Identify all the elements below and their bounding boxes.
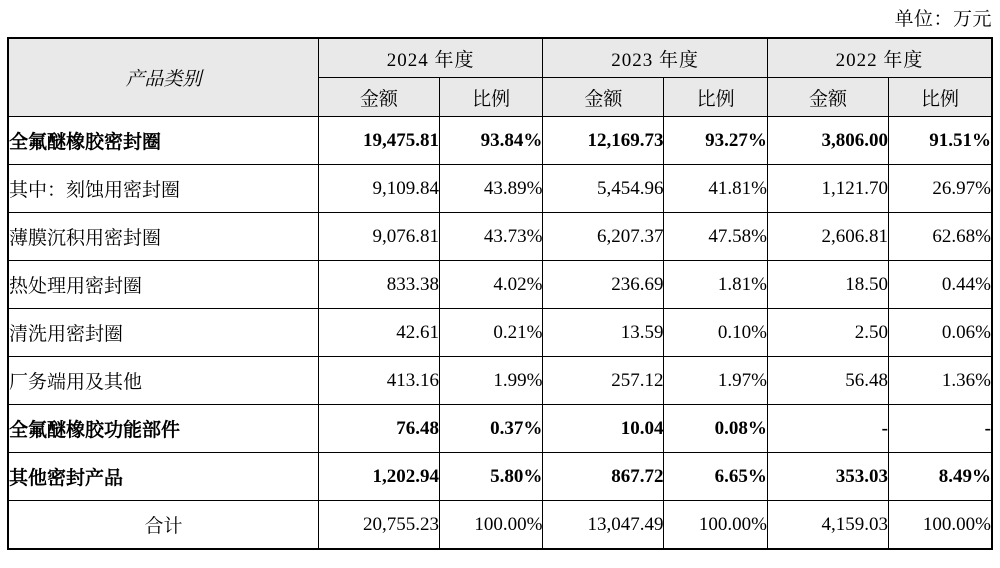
row-ratio: 0.08% — [664, 405, 767, 453]
row-amount: 1,202.94 — [318, 453, 439, 501]
row-label: 薄膜沉积用密封圈 — [8, 213, 318, 261]
header-category: 产品类别 — [8, 38, 318, 117]
row-amount: 9,109.84 — [318, 165, 439, 213]
row-amount: 2.50 — [767, 309, 888, 357]
row-ratio: - — [888, 405, 992, 453]
row-amount: 10.04 — [543, 405, 664, 453]
row-amount: 42.61 — [318, 309, 439, 357]
header-ratio-2022: 比例 — [888, 78, 992, 117]
row-label: 厂务端用及其他 — [8, 357, 318, 405]
row-ratio: 4.02% — [439, 261, 542, 309]
row-ratio: 0.21% — [439, 309, 542, 357]
unit-note: 单位：万元 — [894, 9, 992, 30]
header-ratio-2023: 比例 — [664, 78, 767, 117]
row-ratio: 8.49% — [888, 453, 992, 501]
row-label: 合计 — [8, 501, 318, 550]
row-amount: 353.03 — [767, 453, 888, 501]
row-label: 清洗用密封圈 — [8, 309, 318, 357]
header-amount-2024: 金额 — [318, 78, 439, 117]
row-amount: 13,047.49 — [543, 501, 664, 550]
header-amount-2023: 金额 — [543, 78, 664, 117]
table-row — [8, 357, 992, 405]
row-ratio: 62.68% — [888, 213, 992, 261]
row-ratio: 0.10% — [664, 309, 767, 357]
row-ratio: 1.97% — [664, 357, 767, 405]
row-ratio: 47.58% — [664, 213, 767, 261]
row-amount: 1,121.70 — [767, 165, 888, 213]
row-ratio: 93.27% — [664, 117, 767, 165]
table-row — [8, 453, 992, 501]
row-ratio: 100.00% — [664, 501, 767, 550]
header-year-2024-label: 2024 年度 — [386, 49, 475, 71]
row-ratio: 1.99% — [439, 357, 542, 405]
row-amount: - — [767, 405, 888, 453]
header-year-2023-label: 2023 年度 — [611, 49, 700, 71]
row-label: 全氟醚橡胶功能部件 — [8, 405, 318, 453]
row-amount: 867.72 — [543, 453, 664, 501]
row-label: 其中：刻蚀用密封圈 — [8, 165, 318, 213]
header-amount-2022: 金额 — [767, 78, 888, 117]
header-year-2022 — [767, 38, 992, 78]
row-label: 热处理用密封圈 — [8, 261, 318, 309]
row-ratio: 1.81% — [664, 261, 767, 309]
row-ratio: 100.00% — [439, 501, 542, 550]
row-ratio: 5.80% — [439, 453, 542, 501]
table-body — [8, 117, 992, 550]
row-ratio: 1.36% — [888, 357, 992, 405]
row-amount: 5,454.96 — [543, 165, 664, 213]
table-row — [8, 117, 992, 165]
header-ratio-2024: 比例 — [439, 78, 542, 117]
row-ratio: 43.89% — [439, 165, 542, 213]
row-label: 其他密封产品 — [8, 453, 318, 501]
row-amount: 2,606.81 — [767, 213, 888, 261]
table-row — [8, 261, 992, 309]
row-ratio: 100.00% — [888, 501, 992, 550]
row-amount: 833.38 — [318, 261, 439, 309]
row-amount: 9,076.81 — [318, 213, 439, 261]
row-amount: 3,806.00 — [767, 117, 888, 165]
header-row-years — [8, 38, 992, 78]
row-ratio: 0.06% — [888, 309, 992, 357]
table-row — [8, 213, 992, 261]
row-ratio: 41.81% — [664, 165, 767, 213]
row-amount: 56.48 — [767, 357, 888, 405]
product-revenue-table — [7, 37, 993, 550]
row-amount: 20,755.23 — [318, 501, 439, 550]
row-ratio: 93.84% — [439, 117, 542, 165]
row-amount: 257.12 — [543, 357, 664, 405]
row-amount: 19,475.81 — [318, 117, 439, 165]
row-ratio: 43.73% — [439, 213, 542, 261]
table-header — [8, 38, 992, 117]
header-year-2024 — [318, 38, 543, 78]
row-ratio: 0.44% — [888, 261, 992, 309]
row-amount: 6,207.37 — [543, 213, 664, 261]
row-ratio: 0.37% — [439, 405, 542, 453]
table-row — [8, 405, 992, 453]
row-amount: 4,159.03 — [767, 501, 888, 550]
table-row — [8, 501, 992, 550]
row-label: 全氟醚橡胶密封圈 — [8, 117, 318, 165]
row-amount: 76.48 — [318, 405, 439, 453]
row-amount: 18.50 — [767, 261, 888, 309]
row-ratio: 6.65% — [664, 453, 767, 501]
header-year-2023 — [543, 38, 768, 78]
row-amount: 236.69 — [543, 261, 664, 309]
row-ratio: 26.97% — [888, 165, 992, 213]
header-year-2022-label: 2022 年度 — [835, 49, 924, 71]
table-row — [8, 165, 992, 213]
row-ratio: 91.51% — [888, 117, 992, 165]
row-amount: 13.59 — [543, 309, 664, 357]
row-amount: 12,169.73 — [543, 117, 664, 165]
row-amount: 413.16 — [318, 357, 439, 405]
table-row — [8, 309, 992, 357]
